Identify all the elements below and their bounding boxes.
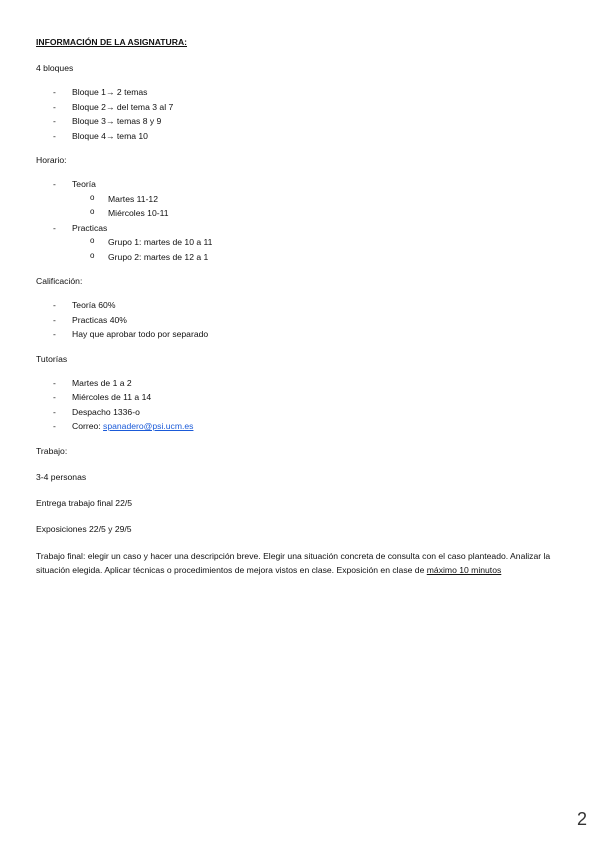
trabajo-personas: 3-4 personas [36,471,87,482]
list-item: - Teoría 60% [36,298,566,313]
list-item-correo [36,419,566,434]
list-item-practicas: - Practicas [36,221,566,236]
list-item: o Martes 11-12 [36,192,566,207]
list-item-teoria: - Teoría [36,177,566,192]
correo-label: Correo: [72,421,104,431]
trabajo-entrega: Entrega trabajo final 22/5 [36,497,133,508]
tutorias-heading: Tutorías [36,353,68,364]
horario-list-2 [36,221,566,236]
document-page [36,36,566,578]
list-item: o Miércoles 10-11 [36,206,566,221]
list-item: - Bloque 1→ 2 temas [36,85,566,100]
trabajo-exposiciones: Exposiciones 22/5 y 29/5 [36,523,132,534]
list-item: - Bloque 3→ temas 8 y 9 [36,114,566,129]
document-title: INFORMACIÓN DE LA ASIGNATURA: [36,37,188,47]
trabajo-descripcion: Trabajo final: elegir un caso y hacer una descripción breve. Elegir una situación concreta de consulta con el caso planteado. Analizar la situación elegida. Aplicar técnicas o procedimientos de mejora vistos en clase. Exposición en clase de máximo 10 minutos [36,550,551,575]
page-number: 2 [576,809,587,829]
list-item: - Miércoles de 11 a 14 [36,390,566,405]
horario-heading: Horario: [36,155,67,165]
calificacion-heading: Calificación: [36,276,83,286]
bloques-list [36,85,566,143]
list-item: - Martes de 1 a 2 [36,376,566,391]
horario-list [36,177,566,192]
trabajo-heading: Trabajo: [36,445,68,456]
list-item: o Grupo 1: martes de 10 a 11 [36,235,566,250]
practicas-sublist [36,235,566,264]
list-item: - Practicas 40% [36,313,566,328]
calificacion-list [36,298,566,342]
email-link[interactable]: spanadero@psi.ucm.es [103,421,194,431]
list-item: - Bloque 4→ tema 10 [36,129,566,144]
tutorias-list [36,376,566,434]
underlined-duration: máximo 10 minutos [426,565,502,575]
list-item: - Hay que aprobar todo por separado [36,327,566,342]
list-item: o Grupo 2: martes de 12 a 1 [36,250,566,265]
list-item: - Despacho 1336-o [36,405,566,420]
list-item: - Bloque 2→ del tema 3 al 7 [36,100,566,115]
bloques-heading: 4 bloques [36,63,74,73]
teoria-sublist [36,192,566,221]
